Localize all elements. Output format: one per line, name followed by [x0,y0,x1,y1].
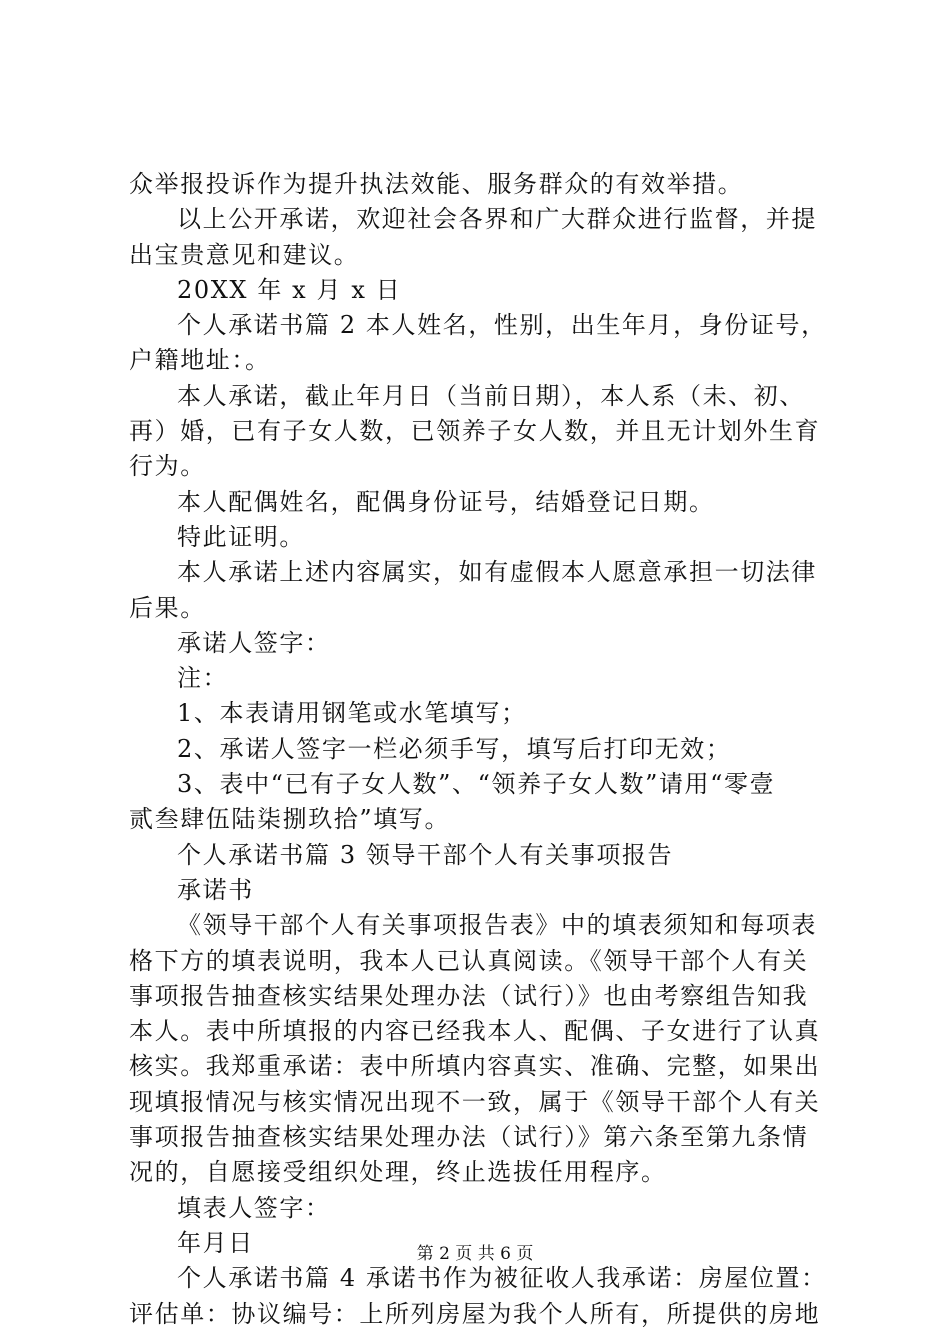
text-line: 现填报情况与核实情况出现不一致，属于《领导干部个人有关 [129,1087,821,1116]
section-heading-2: 个人承诺书篇 2 本人姓名，性别，出生年月，身份证号， [177,311,827,340]
page-number-footer: 第 2 页 共 6 页 [416,1244,534,1264]
text-line: 况的，自愿接受组织处理，终止选拔任用程序。 [129,1158,667,1187]
subheading: 承诺书 [177,875,254,904]
text-line: 《领导干部个人有关事项报告表》中的填表须知和每项表 [177,911,817,940]
text-line: 特此证明。 [177,522,305,551]
text-line: 众举报投诉作为提升执法效能、服务群众的有效举措。 [129,170,744,198]
text-line: 贰叁肆伍陆柒捌玖拾”填写。 [129,805,451,834]
text-line: 本人承诺，截止年月日（当前日期），本人系（未、初、 [177,381,805,410]
text-line: 后果。 [129,593,206,622]
text-line: 本人承诺上述内容属实，如有虚假本人愿意承担一切法律 [177,558,817,587]
text-line: 评估单：协议编号：上所列房屋为我个人所有，所提供的房地 [129,1299,821,1328]
text-line: 事项报告抽查核实结果处理办法（试行）》第六条至第九条情 [129,1123,809,1152]
document-body [129,167,834,1332]
text-line: 户籍地址：。 [129,346,271,375]
note-heading: 注： [177,664,229,693]
note-item: 3、表中“已有子女人数”、“领养子女人数”请用“零壹 [177,770,776,799]
note-item: 1、本表请用钢笔或水笔填写； [177,699,527,728]
text-line: 本人配偶姓名，配偶身份证号，结婚登记日期。 [177,487,715,516]
date-line: 20XX 年 x 月 x 日 [177,275,402,304]
note-item: 2、承诺人签字一栏必须手写，填写后打印无效； [177,734,732,763]
text-line: 格下方的填表说明，我本人已认真阅读。《领导干部个人有关 [129,946,809,975]
section-heading-3: 个人承诺书篇 3 领导干部个人有关事项报告 [177,840,674,869]
text-line: 行为。 [129,452,206,481]
signature-label: 填表人签字： [177,1193,331,1222]
text-line: 以上公开承诺，欢迎社会各界和广大群众进行监督，并提 [177,205,817,234]
section-heading-4: 个人承诺书篇 4 承诺书作为被征收人我承诺：房屋位置： [177,1264,827,1293]
date-line: 年月日 [177,1228,254,1257]
text-line: 出宝贵意见和建议。 [129,240,360,269]
text-line: 再）婚，已有子女人数，已领养子女人数，并且无计划外生育 [129,417,821,446]
text-line: 本人。表中所填报的内容已经我本人、配偶、子女进行了认真 [129,1017,821,1046]
text-line: 核实。我郑重承诺：表中所填内容真实、准确、完整，如果出 [129,1052,821,1081]
text-line: 事项报告抽查核实结果处理办法（试行）》也由考察组告知我 [129,981,809,1010]
signature-label: 承诺人签字： [177,628,331,657]
